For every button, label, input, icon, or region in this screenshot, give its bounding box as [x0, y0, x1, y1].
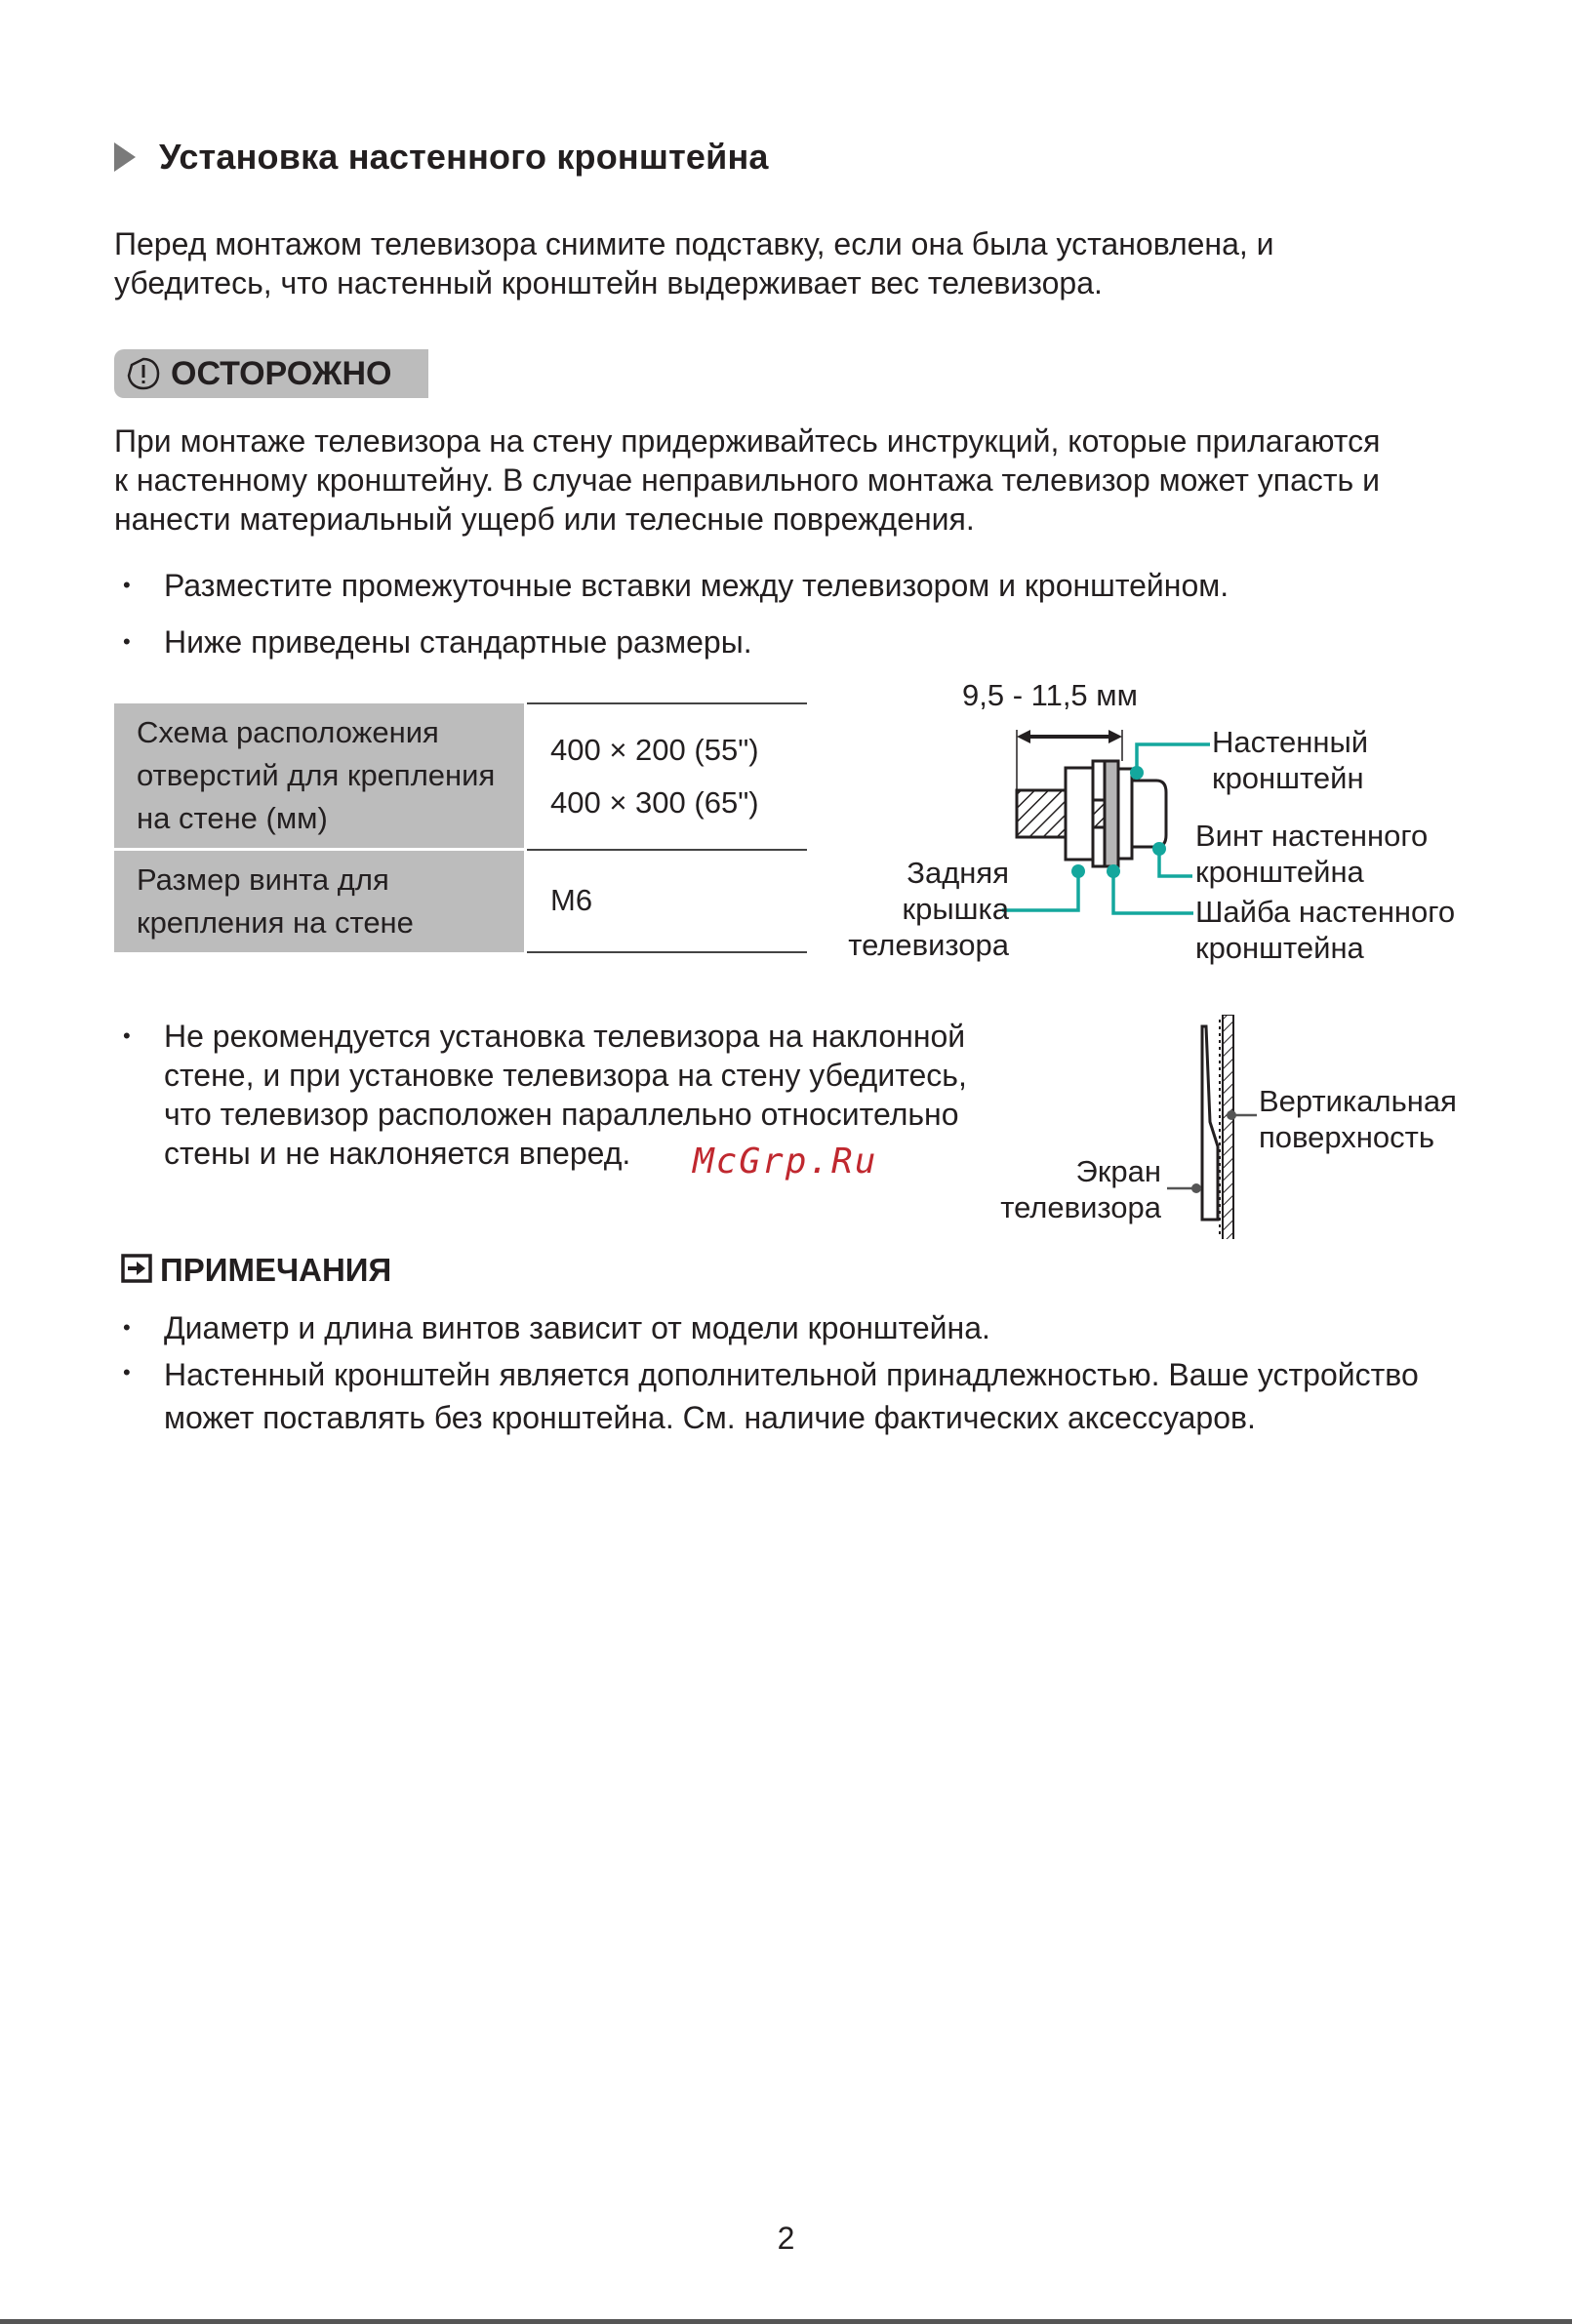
label-line: Экран: [1075, 1154, 1161, 1188]
label-line: Вертикальная: [1259, 1084, 1457, 1118]
warning-icon: [126, 356, 161, 391]
list-item: [123, 1308, 1528, 1347]
back-cover-label: [833, 855, 1009, 963]
bullet-dot: •: [123, 629, 131, 654]
header-line: Размер винта для: [137, 862, 389, 897]
intro-paragraph: [114, 224, 1274, 302]
bullet-dot: •: [123, 1360, 131, 1384]
watermark: McGrp.Ru: [693, 1142, 878, 1182]
bullet-dot: •: [123, 1023, 131, 1048]
header-line: Схема расположения: [137, 715, 439, 749]
dimension-label: 9,5 - 11,5 мм: [962, 678, 1138, 712]
caution-text: [114, 421, 1380, 539]
bullet-text: Ниже приведены стандартные размеры.: [164, 624, 752, 660]
table-header-cell: [114, 703, 526, 850]
list-item: [123, 566, 1391, 605]
page-title: Установка настенного кронштейна: [159, 137, 769, 177]
tilt-diagram: [986, 1015, 1493, 1239]
bullet-text: Разместите промежуточные вставки между телевизором и кронштейном.: [164, 568, 1229, 603]
caution-label: ОСТОРОЖНО: [171, 354, 392, 392]
note-text: Диаметр и длина винтов зависит от модели кронштейна.: [164, 1310, 990, 1345]
label-line: телевизора: [848, 928, 1009, 962]
bullet-dot: •: [123, 573, 131, 597]
list-item: [123, 622, 1391, 661]
table-row: [114, 703, 807, 850]
table-value-cell: [526, 703, 808, 850]
screw-diagram: [820, 673, 1503, 976]
label-line: кронштейн: [1212, 761, 1364, 795]
caution-badge: [114, 349, 428, 398]
header-line: на стене (мм): [137, 801, 328, 835]
note-icon: [121, 1254, 152, 1288]
label-line: Шайба настенного: [1195, 895, 1456, 929]
label-line: Задняя: [907, 856, 1009, 890]
spec-table: [114, 702, 807, 953]
bottom-divider: [0, 2319, 1572, 2324]
table-value-cell: M6: [526, 850, 808, 953]
label-line: телевизора: [1000, 1190, 1161, 1224]
tilt-line: стены и не наклоняется вперед.: [164, 1136, 631, 1171]
label-line: крышка: [902, 892, 1009, 926]
table-header-cell: [114, 850, 526, 953]
label-line: кронштейна: [1195, 931, 1364, 965]
tv-screen-label: [986, 1153, 1161, 1225]
header-line: крепления на стене: [137, 905, 414, 940]
section-title: [114, 123, 769, 191]
intro-line: Перед монтажом телевизора снимите подставку, если она была установлена, и: [114, 226, 1274, 261]
notes-label: ПРИМЕЧАНИЯ: [160, 1252, 392, 1288]
intro-line: убедитесь, что настенный кронштейн выдерживает вес телевизора.: [114, 265, 1103, 301]
notes-header: [121, 1252, 391, 1289]
table-row: [114, 850, 807, 953]
page-number: 2: [777, 2221, 795, 2256]
label-line: Винт настенного: [1195, 819, 1429, 853]
label-line: Настенный: [1212, 725, 1369, 759]
label-line: поверхность: [1259, 1120, 1434, 1154]
bullet-dot: •: [123, 1315, 131, 1340]
screw-label: [1195, 818, 1428, 890]
caution-line: нанести материальный ущерб или телесные повреждения.: [114, 501, 975, 537]
label-line: кронштейна: [1195, 855, 1364, 889]
note-line: Настенный кронштейн является дополнительной принадлежностью. Ваше устройство: [164, 1357, 1419, 1392]
value-line: 400 × 200 (55"): [550, 732, 759, 767]
caution-line: к настенному кронштейну. В случае неправильного монтажа телевизор может упасть и: [114, 462, 1380, 498]
tilt-line: стене, и при установке телевизора на стену убедитесь,: [164, 1058, 967, 1093]
header-line: отверстий для крепления: [137, 758, 496, 792]
tilt-line: что телевизор расположен параллельно относительно: [164, 1097, 959, 1132]
caution-line: При монтаже телевизора на стену придерживайтесь инструкций, которые прилагаются: [114, 423, 1381, 459]
note-line: может поставлять без кронштейна. См. наличие фактических аксессуаров.: [164, 1400, 1256, 1435]
vertical-surface-label: [1259, 1083, 1457, 1155]
bracket-label: [1212, 724, 1368, 796]
value-line: 400 × 300 (65"): [550, 784, 759, 820]
tilt-line: Не рекомендуется установка телевизора на наклонной: [164, 1019, 966, 1054]
play-triangle-icon: [114, 142, 136, 172]
list-item: [123, 1353, 1528, 1439]
washer-label: [1195, 894, 1455, 966]
